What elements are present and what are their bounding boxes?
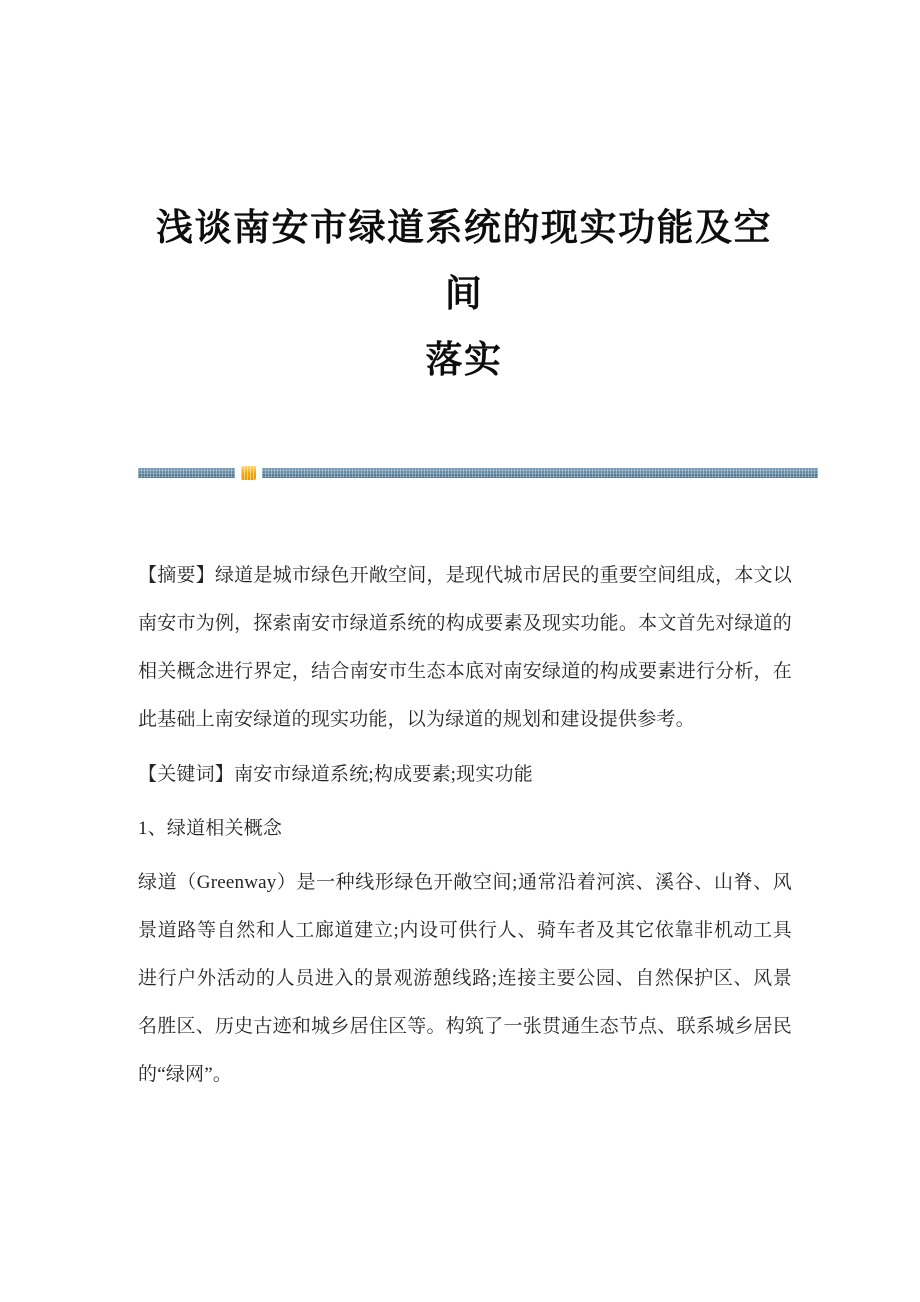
page-title-line-2: 落实 — [425, 340, 503, 381]
keywords-line: 【关键词】南安市绿道系统;构成要素;现实功能 — [138, 764, 533, 785]
divider-bar-right-segment — [262, 468, 818, 478]
page-title-line-1: 浅谈南安市绿道系统的现实功能及空间 — [156, 208, 772, 315]
decorative-divider — [138, 466, 818, 480]
divider-bar-left-segment — [138, 468, 235, 478]
abstract-paragraph: 【摘要】绿道是城市绿色开敞空间，是现代城市居民的重要空间组成，本文以南安市为例，探索南安市绿道系统的构成要素及现实功能。本文首先对绿道的相关概念进行界定，结合南安市生态本底对南安绿道的构成要素进行分析，在此基础上南安绿道的现实功能，以为绿道的规划和建设提供参考。 — [138, 565, 792, 730]
section-heading-1: 1、绿道相关概念 — [138, 818, 283, 839]
document-content — [138, 552, 792, 1099]
page-title — [138, 196, 790, 394]
body-paragraph-greenway-definition: 绿道（Greenway）是一种线形绿色开敞空间;通常沿着河滨、溪谷、山脊、风景道路等自然和人工廊道建立;内设可供行人、骑车者及其它依靠非机动工具进行户外活动的人员进入的景观游憩线路;连接主要公园、自然保护区、风景名胜区、历史古迹和城乡居住区等。构筑了一张贯通生态节点、联系城乡居民的“绿网”。 — [138, 872, 792, 1085]
gold-square-ornament-icon — [241, 466, 256, 480]
